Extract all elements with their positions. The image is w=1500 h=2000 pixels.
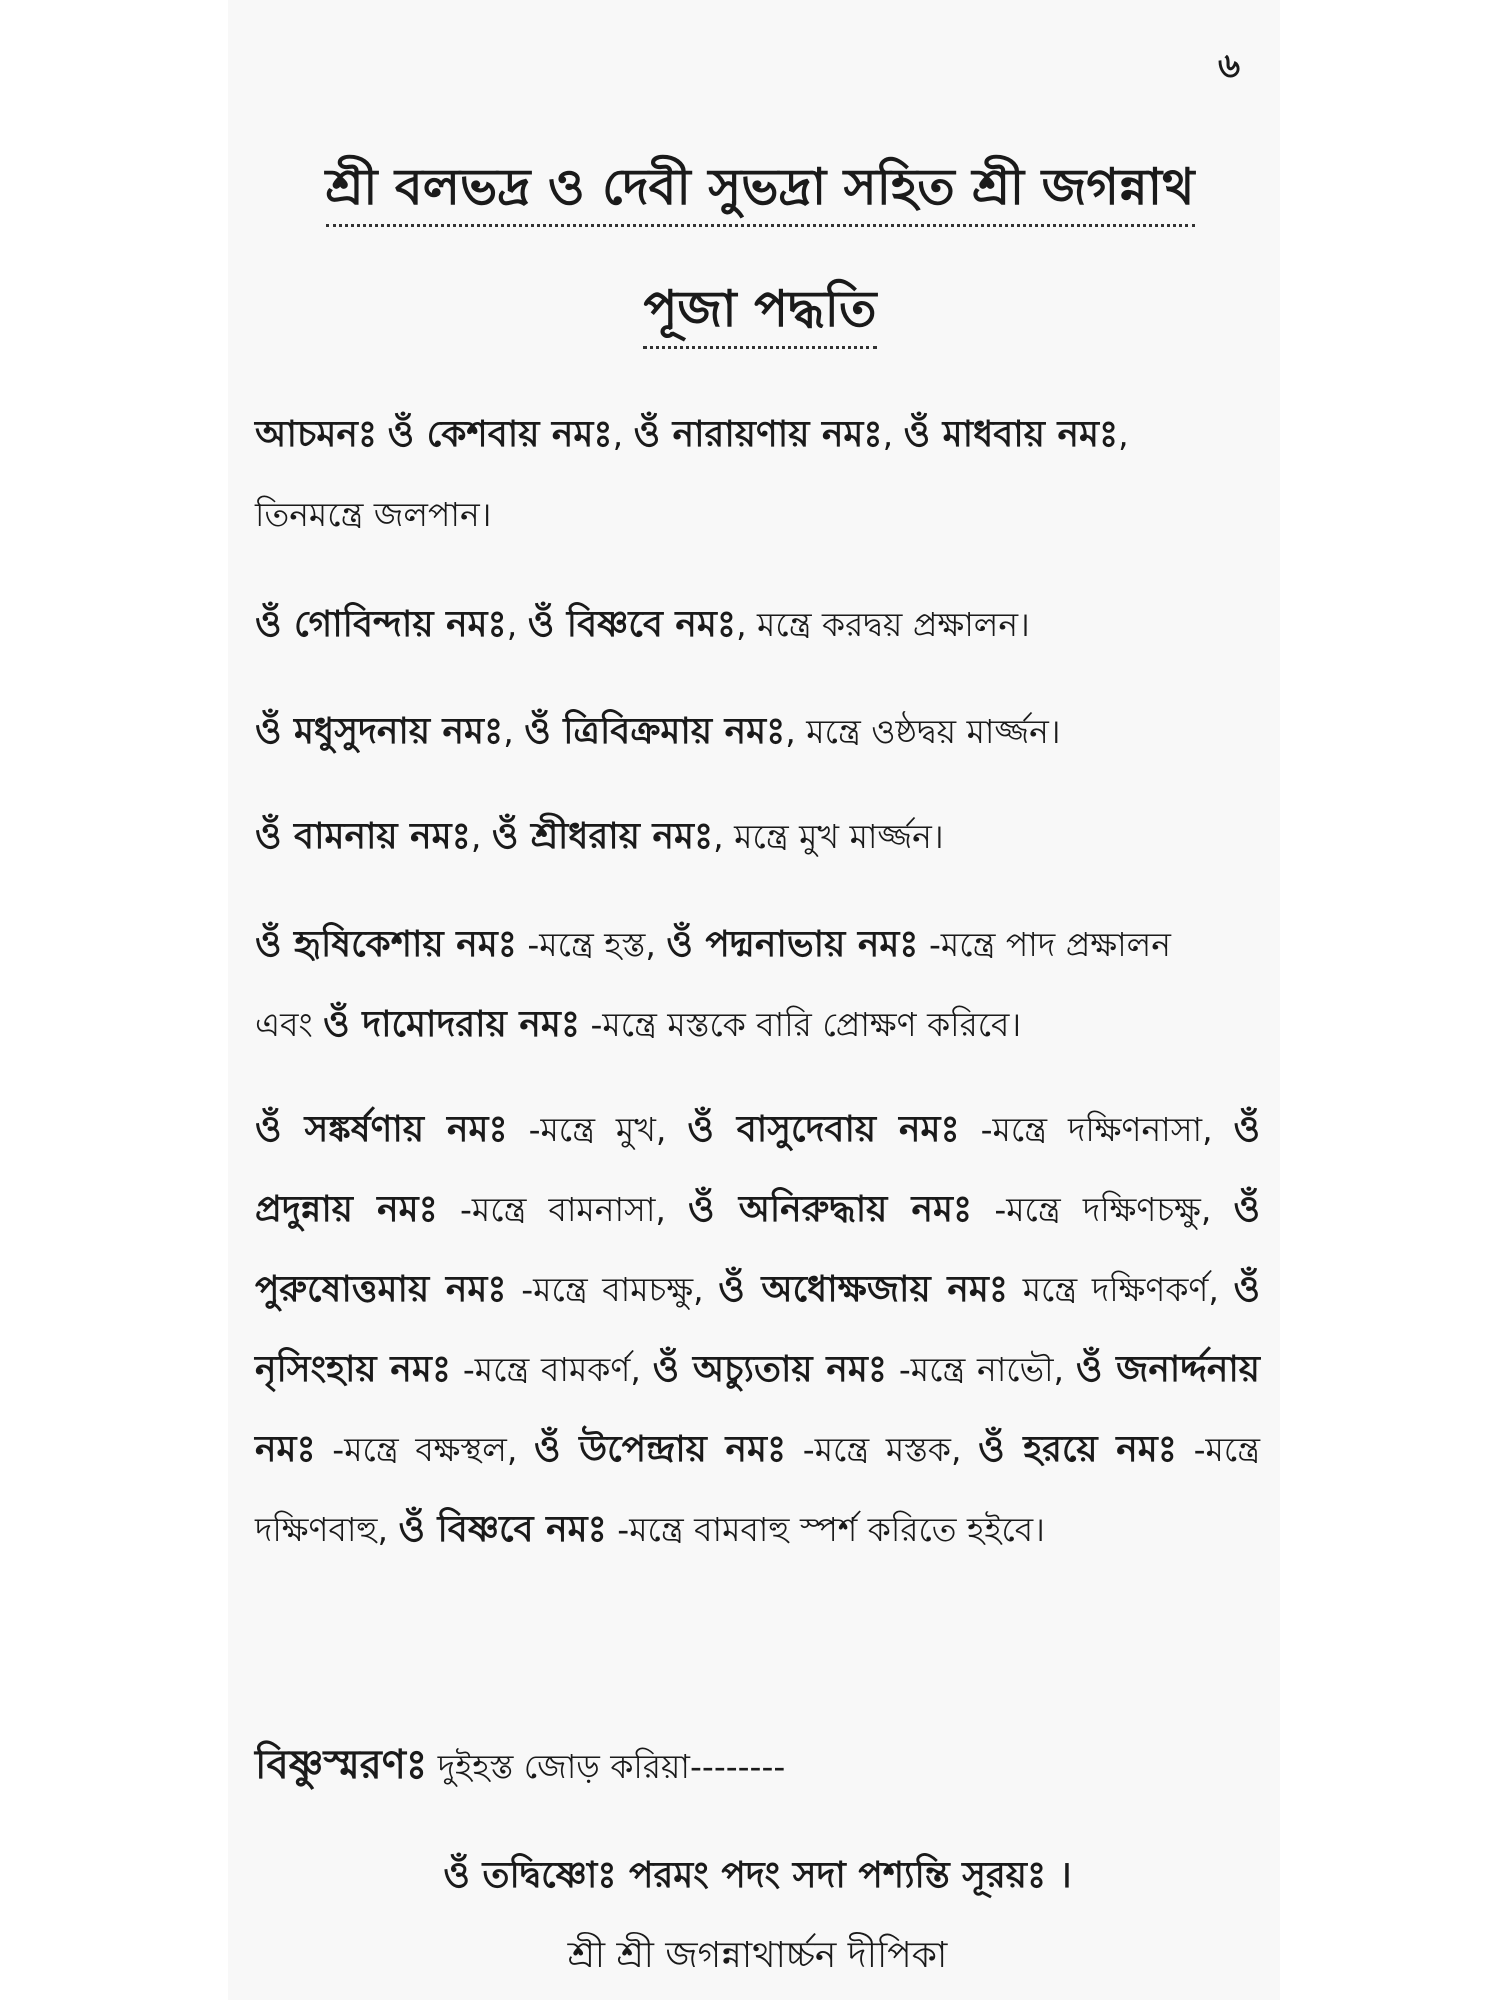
mantra: ওঁ নারায়ণায় নমঃ [633, 414, 883, 455]
mantra: ওঁ দামোদরায় নমঃ [323, 1004, 581, 1045]
instruction-text: -মন্ত্রে বামচক্ষু, [506, 1270, 719, 1309]
mantra: ওঁ হরয়ে নমঃ [978, 1429, 1177, 1470]
title-line2-text: পূজা পদ্ধতি [643, 280, 876, 349]
mantra: ওঁ কেশবায় নমঃ [387, 414, 613, 455]
paragraph-face-wipe: ওঁ বামনায় নমঃ, ওঁ শ্রীধরায় নমঃ, মন্ত্রে মুখ মার্জ্জন। [255, 816, 944, 857]
mantra: ওঁ অনিরুদ্ধায় নমঃ [688, 1189, 973, 1230]
mantra: ওঁ বিষ্ণবে নমঃ [398, 1509, 607, 1550]
page-title-line2 [260, 272, 1260, 355]
achaman-label: আচমনঃ [255, 414, 378, 455]
instruction-text: -মন্ত্রে বামকর্ণ, [451, 1350, 653, 1389]
mantra: ওঁ বিষ্ণবে নমঃ [527, 604, 737, 645]
shloka-line: ওঁ তদ্বিষ্ণোঃ পরমং পদং সদা পশ্যন্তি সূরয়ঃ । [443, 1855, 1072, 1896]
mantra: ওঁ শ্রীধরায় নমঃ [491, 816, 714, 857]
mantra: ওঁ অধোক্ষজায় নমঃ [718, 1269, 1009, 1310]
mantra: ওঁ অচ্যুতায় নমঃ [652, 1349, 888, 1390]
mantra: ওঁ নৃসিংহায় নমঃ [255, 1269, 1261, 1390]
instruction-text: -মন্ত্রে দক্ষিণনাসা, [959, 1110, 1234, 1149]
instruction-text: -মন্ত্রে দক্ষিণবাহু, [255, 1430, 1260, 1549]
page-title-line1 [260, 150, 1260, 233]
achaman-paragraph: আচমনঃ ওঁ কেশবায় নমঃ, ওঁ নারায়ণায় নমঃ, ওঁ মাধবায় নমঃ, তিনমন্ত্রে জলপান। [255, 414, 1129, 534]
vishnu-smaran-label: বিষ্ণুস্মরণঃ [255, 1742, 428, 1788]
instruction-text: -মন্ত্রে নাভৌ, [887, 1350, 1076, 1389]
mantra: ওঁ বাসুদেবায় নমঃ [687, 1109, 960, 1150]
mantra: ওঁ মাধবায় নমঃ [903, 414, 1119, 455]
mantra: ওঁ হৃষিকেশায় নমঃ [255, 924, 517, 965]
instruction-text: -মন্ত্রে বামনাসা, [437, 1190, 689, 1229]
mantra: ওঁ মধুসুদনায় নমঃ [255, 711, 504, 752]
instruction-text: -মন্ত্রে মস্তকে বারি প্রোক্ষণ করিবে। [580, 1005, 1022, 1044]
title-line1-text: শ্রী বলভদ্র ও দেবী সুভদ্রা সহিত শ্রী জগন্নাথ [326, 158, 1195, 227]
vishnu-smaran-line [255, 1725, 1260, 1807]
page-number: ৬ [1218, 46, 1241, 86]
mantra: ওঁ উপেন্দ্রায় নমঃ [533, 1429, 787, 1470]
instruction-text: , মন্ত্রে করদ্বয় প্রক্ষালন। [736, 605, 1030, 644]
mantra: ওঁ পুরুষোত্তমায় নমঃ [255, 1189, 1260, 1310]
paragraph-lip-wipe: ওঁ মধুসুদনায় নমঃ, ওঁ ত্রিবিক্রমায় নমঃ, মন্ত্রে ওষ্ঠদ্বয় মার্জ্জন। [255, 711, 1061, 752]
instruction-text: -মন্ত্রে বক্ষস্থল, [315, 1430, 534, 1469]
instruction-text: -মন্ত্রে পাদ প্রক্ষালন এবং [255, 925, 1171, 1044]
book-title-footer: শ্রী শ্রী জগন্নাথার্চ্চন দীপিকা [567, 1935, 948, 1976]
instruction-text: , মন্ত্রে মুখ মার্জ্জন। [713, 817, 944, 856]
instruction-text: -মন্ত্রে মস্তক, [786, 1430, 979, 1469]
paragraph-hand-wash: ওঁ গোবিন্দায় নমঃ, ওঁ বিষ্ণবে নমঃ, মন্ত্রে করদ্বয় প্রক্ষালন। [255, 604, 1030, 645]
instruction-text: তিনমন্ত্রে জলপান। [255, 495, 492, 534]
instruction-text: মন্ত্রে দক্ষিণকর্ণ, [1008, 1270, 1234, 1309]
mantra: ওঁ প্রদুন্নায় নমঃ [255, 1109, 1260, 1230]
mantra: ওঁ বামনায় নমঃ [255, 816, 471, 857]
mantra: ওঁ গোবিন্দায় নমঃ [255, 604, 507, 645]
instruction-text: -মন্ত্রে হস্ত, [516, 925, 667, 964]
instruction-text: -মন্ত্রে মুখ, [507, 1110, 688, 1149]
mantra: ওঁ সঙ্কর্ষণায় নমঃ [255, 1109, 508, 1150]
paragraph-hand-foot-wash [255, 905, 1190, 1065]
mantra: ওঁ পদ্মনাভায় নমঃ [666, 924, 919, 965]
mantra: ওঁ ত্রিবিক্রমায় নমঃ [524, 711, 786, 752]
instruction-text: , মন্ত্রে ওষ্ঠদ্বয় মার্জ্জন। [785, 712, 1061, 751]
instruction-text: -মন্ত্রে দক্ষিণচক্ষু, [972, 1190, 1234, 1229]
instruction-text: দুইহস্ত জোড় করিয়া-------- [427, 1747, 786, 1786]
instruction-text: -মন্ত্রে বামবাহু স্পর্শ করিতে হইবে। [606, 1510, 1045, 1549]
paragraph-nyasa [255, 1090, 1260, 1570]
mantra: ওঁ জনার্দ্দনায় নমঃ [255, 1349, 1261, 1470]
